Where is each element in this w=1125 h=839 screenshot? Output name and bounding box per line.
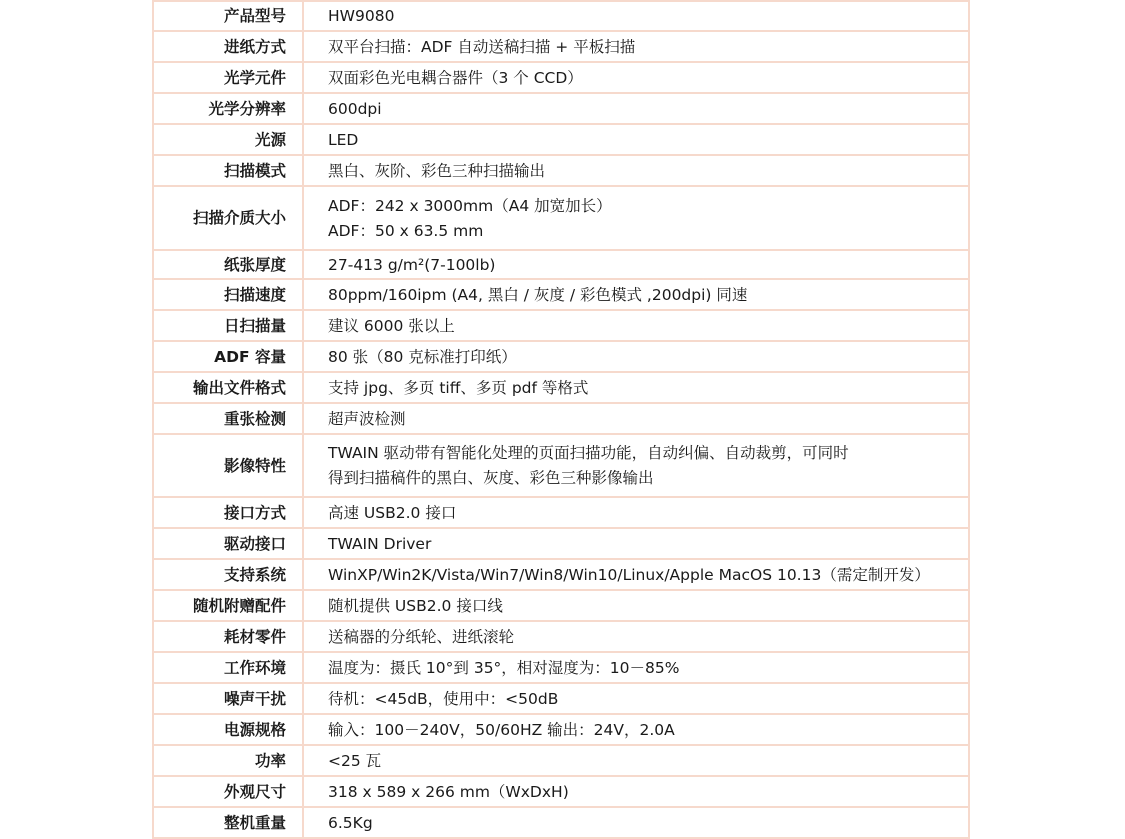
spec-row — [153, 341, 969, 372]
spec-value-line: TWAIN Driver — [328, 534, 432, 553]
spec-value-line: LED — [328, 130, 359, 149]
spec-value-line: 27-413 g/m²(7-100lb) — [328, 255, 496, 274]
spec-label: 扫描介质大小 — [153, 186, 303, 250]
spec-value-line: 输入：100－240V，50/60HZ 输出：24V，2.0A — [328, 720, 675, 739]
spec-value-line: 建议 6000 张以上 — [328, 316, 455, 335]
spec-value — [303, 714, 969, 745]
spec-label: 整机重量 — [153, 807, 303, 838]
spec-row — [153, 124, 969, 155]
spec-label: 光学元件 — [153, 62, 303, 93]
spec-value — [303, 279, 969, 310]
spec-value — [303, 652, 969, 683]
spec-label: 外观尺寸 — [153, 776, 303, 807]
spec-row — [153, 590, 969, 621]
spec-value — [303, 528, 969, 559]
spec-row — [153, 683, 969, 714]
spec-label: 进纸方式 — [153, 31, 303, 62]
spec-value — [303, 155, 969, 186]
spec-label: 随机附赠配件 — [153, 590, 303, 621]
spec-table-body — [153, 1, 969, 838]
spec-value-line: 双平台扫描：ADF 自动送稿扫描 + 平板扫描 — [328, 37, 636, 56]
spec-label: 光源 — [153, 124, 303, 155]
spec-row — [153, 155, 969, 186]
spec-value — [303, 250, 969, 279]
spec-row — [153, 528, 969, 559]
spec-label: 影像特性 — [153, 434, 303, 497]
spec-row — [153, 62, 969, 93]
spec-row — [153, 497, 969, 528]
spec-row — [153, 745, 969, 776]
spec-label: 电源规格 — [153, 714, 303, 745]
spec-value-line: 80ppm/160ipm (A4, 黑白 / 灰度 / 彩色模式 ,200dpi) 同速 — [328, 285, 748, 304]
spec-value — [303, 807, 969, 838]
spec-row — [153, 807, 969, 838]
spec-value-line: 随机提供 USB2.0 接口线 — [328, 596, 503, 615]
spec-row — [153, 310, 969, 341]
spec-value-line: 待机：<45dB，使用中：<50dB — [328, 689, 559, 708]
spec-value — [303, 590, 969, 621]
spec-label: 日扫描量 — [153, 310, 303, 341]
spec-value — [303, 31, 969, 62]
spec-row — [153, 434, 969, 497]
spec-value-line: WinXP/Win2K/Vista/Win7/Win8/Win10/Linux/Apple MacOS 10.13（需定制开发） — [328, 565, 930, 584]
spec-value-line: <25 瓦 — [328, 751, 382, 770]
spec-value — [303, 62, 969, 93]
spec-row — [153, 403, 969, 434]
spec-label: 产品型号 — [153, 1, 303, 31]
spec-value — [303, 310, 969, 341]
spec-label: 驱动接口 — [153, 528, 303, 559]
spec-value-line: 送稿器的分纸轮、进纸滚轮 — [328, 627, 515, 646]
spec-value-line: TWAIN 驱动带有智能化处理的页面扫描功能，自动纠偏、自动裁剪，可同时 — [328, 444, 849, 462]
spec-value-line: 80 张（80 克标准打印纸） — [328, 347, 517, 366]
spec-value-line: 黑白、灰阶、彩色三种扫描输出 — [328, 161, 546, 180]
spec-value — [303, 434, 969, 497]
spec-label: 接口方式 — [153, 497, 303, 528]
spec-label: 耗材零件 — [153, 621, 303, 652]
spec-value — [303, 745, 969, 776]
spec-row — [153, 714, 969, 745]
spec-value — [303, 93, 969, 124]
spec-value-line: 得到扫描稿件的黑白、灰度、彩色三种影像输出 — [328, 469, 654, 487]
spec-value — [303, 559, 969, 590]
spec-label: 重张检测 — [153, 403, 303, 434]
spec-label: 噪声干扰 — [153, 683, 303, 714]
spec-value — [303, 1, 969, 31]
spec-row — [153, 31, 969, 62]
spec-value — [303, 341, 969, 372]
spec-row — [153, 93, 969, 124]
spec-value-line: 双面彩色光电耦合器件（3 个 CCD） — [328, 68, 583, 87]
spec-value-line: 600dpi — [328, 99, 382, 118]
spec-value — [303, 683, 969, 714]
spec-value-line: 超声波检测 — [328, 409, 406, 428]
spec-value — [303, 621, 969, 652]
spec-row — [153, 279, 969, 310]
spec-table — [152, 0, 970, 839]
spec-row — [153, 250, 969, 279]
spec-value-line: 温度为：摄氏 10°到 35°，相对湿度为：10－85% — [328, 658, 680, 677]
spec-value-line: ADF：50 x 63.5 mm — [328, 221, 484, 240]
spec-label: 纸张厚度 — [153, 250, 303, 279]
spec-value — [303, 186, 969, 250]
spec-value-line: 高速 USB2.0 接口 — [328, 503, 457, 522]
spec-value-line: ADF：242 x 3000mm（A4 加宽加长） — [328, 196, 612, 215]
spec-value — [303, 776, 969, 807]
spec-value — [303, 124, 969, 155]
spec-row — [153, 559, 969, 590]
spec-label: 支持系统 — [153, 559, 303, 590]
spec-value-line: 318 x 589 x 266 mm（WxDxH) — [328, 782, 569, 801]
spec-value-line: 支持 jpg、多页 tiff、多页 pdf 等格式 — [328, 378, 589, 397]
spec-value — [303, 372, 969, 403]
spec-label: ADF 容量 — [153, 341, 303, 372]
spec-row — [153, 621, 969, 652]
spec-label: 功率 — [153, 745, 303, 776]
spec-label: 输出文件格式 — [153, 372, 303, 403]
spec-label: 工作环境 — [153, 652, 303, 683]
spec-value-line: 6.5Kg — [328, 813, 373, 832]
spec-value — [303, 403, 969, 434]
spec-row — [153, 776, 969, 807]
spec-label: 扫描速度 — [153, 279, 303, 310]
spec-row — [153, 1, 969, 31]
spec-row — [153, 186, 969, 250]
spec-row — [153, 652, 969, 683]
spec-label: 光学分辨率 — [153, 93, 303, 124]
spec-value — [303, 497, 969, 528]
spec-row — [153, 372, 969, 403]
spec-value-line: HW9080 — [328, 7, 395, 25]
spec-label: 扫描模式 — [153, 155, 303, 186]
